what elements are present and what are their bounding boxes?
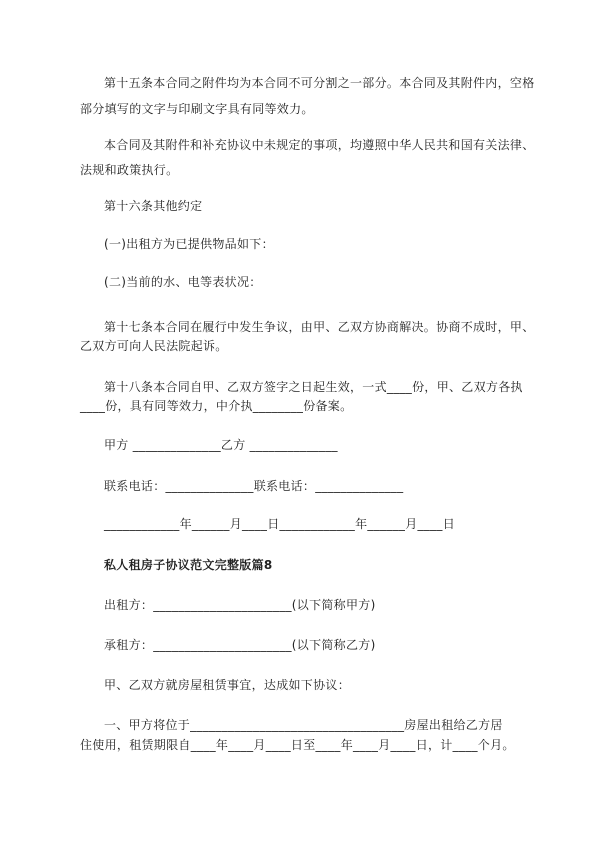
article-15-line-2: 部分填写的文字与印刷文字具有同等效力。 — [80, 102, 314, 116]
signature-dates: ____________年______月____日____________年______月____日 — [104, 517, 455, 531]
article-16-item-2: (二)当前的水、电等表状况： — [104, 275, 262, 289]
article-18-line-1: 第十八条本合同自甲、乙双方签字之日起生效，一式____份，甲、乙双方各执 — [104, 380, 523, 394]
signature-parties: 甲方 ______________乙方 ______________ — [104, 438, 338, 452]
section-title: 私人租房子协议范文完整版篇8 — [104, 558, 273, 572]
clause-1-line-2: 住使用，租赁期限自____年____月____日至____年____月____日，计____个月。 — [80, 738, 515, 752]
article-16-title: 第十六条其他约定 — [104, 199, 203, 213]
article-15-line-1: 第十五条本合同之附件均为本合同不可分割之一部分。本合同及其附件内，空格 — [104, 76, 535, 90]
article-16-item-1: (一)出租方为已提供物品如下： — [104, 237, 274, 251]
agreement-intro: 甲、乙双方就房屋租赁事宜，达成如下协议： — [104, 678, 351, 692]
signature-phones: 联系电话：______________联系电话：______________ — [104, 479, 404, 493]
supplementary-line-2: 法规和政策执行。 — [80, 163, 179, 177]
lessee-line: 承租方：______________________(以下简称乙方) — [104, 638, 376, 652]
clause-1-line-1: 一、甲方将位于__________________________________房屋出租给乙方居 — [104, 718, 503, 732]
article-18-line-2: ____份，具有同等效力，中介执________份备案。 — [80, 399, 353, 413]
lessor-line: 出租方：______________________(以下简称甲方) — [104, 598, 376, 612]
article-17-line-1: 第十七条本合同在履行中发生争议，由甲、乙双方协商解决。协商不成时，甲、 — [104, 320, 535, 334]
article-17-line-2: 乙双方可向人民法院起诉。 — [80, 339, 228, 353]
supplementary-line-1: 本合同及其附件和补充协议中未规定的事项，均遵照中华人民共和国有关法律、 — [104, 138, 535, 152]
